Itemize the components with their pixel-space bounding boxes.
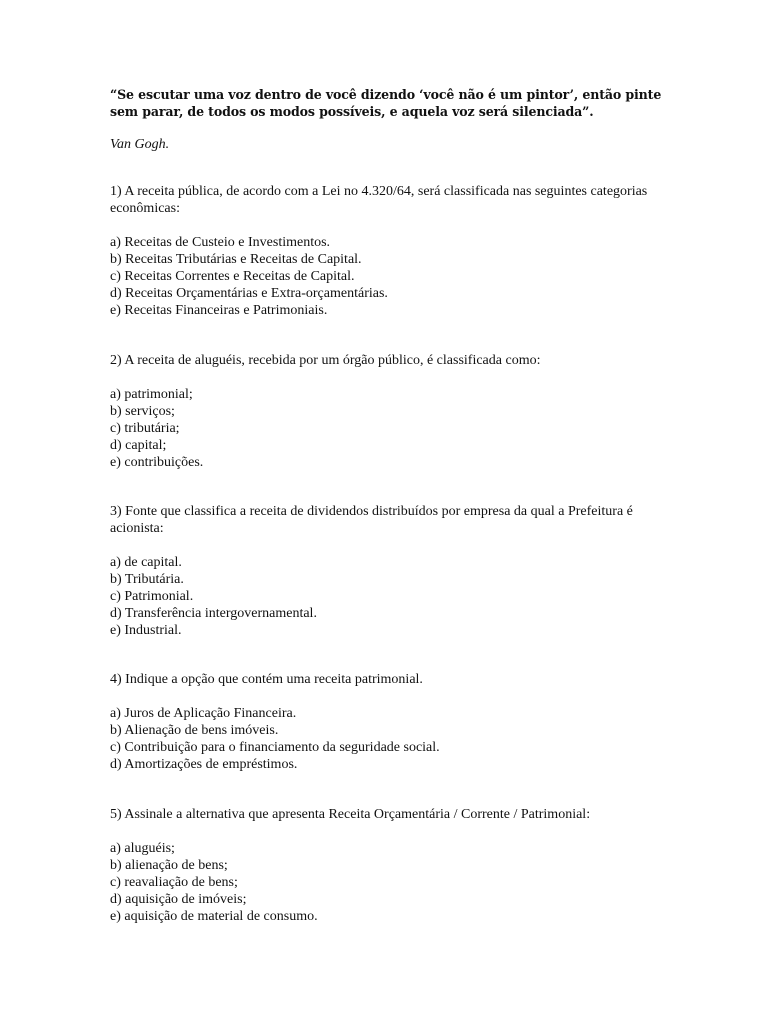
answer-option: e) Industrial. [110,623,182,638]
answer-option: a) aluguéis; [110,841,175,856]
answer-option: a) Juros de Aplicação Financeira. [110,706,297,721]
question-text: 5) Assinale a alternativa que apresenta Receita Orçamentária / Corrente / Patrimonial: [110,807,591,822]
answer-option: d) aquisição de imóveis; [110,892,247,907]
question-text: 3) Fonte que classifica a receita de dividendos distribuídos por empresa da qual a Prefeitura é acionista: [110,504,633,536]
question-text: 2) A receita de aluguéis, recebida por um órgão público, é classificada como: [110,353,541,368]
answer-option: e) aquisição de material de consumo. [110,909,318,924]
answer-option: c) tributária; [110,421,180,436]
answer-option: b) alienação de bens; [110,858,228,873]
answer-option: d) Transferência intergovernamental. [110,606,317,621]
question-3 [110,503,670,639]
answer-option: c) Contribuição para o financiamento da seguridade social. [110,740,440,755]
answer-option: a) patrimonial; [110,387,193,402]
question-5 [110,806,670,925]
answer-option: b) Tributária. [110,572,184,587]
answer-option: e) Receitas Financeiras e Patrimoniais. [110,303,328,318]
answer-option: c) Receitas Correntes e Receitas de Capital. [110,269,355,284]
question-1 [110,183,670,319]
answer-option: d) Receitas Orçamentárias e Extra-orçamentárias. [110,286,388,301]
question-text: 4) Indique a opção que contém uma receita patrimonial. [110,672,423,687]
answer-option: b) Alienação de bens imóveis. [110,723,279,738]
answer-option: a) de capital. [110,555,182,570]
epigraph-quote: “Se escutar uma voz dentro de você dizendo ‘você não é um pintor’, então pinte sem parar, de todos os modos possíveis, e aquela voz será silenciada”. [110,87,662,119]
question-4 [110,671,670,773]
answer-option: b) Receitas Tributárias e Receitas de Capital. [110,252,362,267]
question-text: 1) A receita pública, de acordo com a Lei no 4.320/64, será classificada nas seguintes categorias econômicas: [110,184,648,216]
epigraph-author: Van Gogh. [110,137,170,152]
answer-option: b) serviços; [110,404,175,419]
answer-option: c) Patrimonial. [110,589,194,604]
answer-option: a) Receitas de Custeio e Investimentos. [110,235,331,250]
answer-option: d) capital; [110,438,167,453]
answer-option: e) contribuições. [110,455,204,470]
answer-option: d) Amortizações de empréstimos. [110,757,298,772]
question-2 [110,352,670,471]
answer-option: c) reavaliação de bens; [110,875,238,890]
